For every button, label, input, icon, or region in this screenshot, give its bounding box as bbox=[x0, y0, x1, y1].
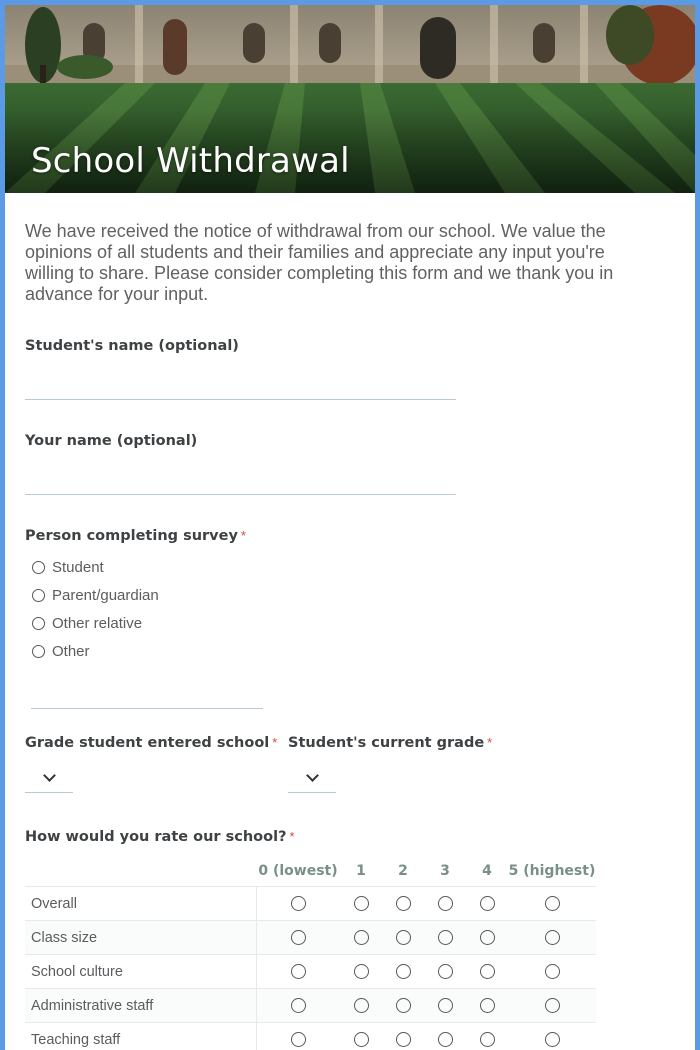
rating-radio-button[interactable] bbox=[396, 998, 411, 1013]
rating-cell bbox=[382, 921, 424, 955]
current-grade-field bbox=[288, 734, 492, 793]
rating-cell bbox=[508, 921, 596, 955]
rating-cell bbox=[382, 1023, 424, 1050]
header-spacer bbox=[25, 856, 256, 887]
rating-radio-button[interactable] bbox=[396, 896, 411, 911]
column-header: 3 bbox=[440, 863, 450, 879]
rating-cell bbox=[466, 1023, 508, 1050]
rating-cell bbox=[256, 887, 340, 921]
rating-row bbox=[25, 921, 596, 955]
rating-radio-button[interactable] bbox=[545, 930, 560, 945]
radio-button[interactable] bbox=[32, 617, 45, 630]
current-grade-heading bbox=[288, 734, 492, 752]
rating-field bbox=[25, 828, 596, 1050]
chevron-down-icon bbox=[43, 769, 56, 782]
rating-row-label: Overall bbox=[25, 887, 256, 921]
column-header: 5 (highest) bbox=[508, 863, 596, 879]
rating-cell bbox=[466, 989, 508, 1023]
rating-cell bbox=[424, 955, 466, 989]
rating-cell bbox=[382, 989, 424, 1023]
rating-cell bbox=[256, 1023, 340, 1050]
option-label: Other bbox=[52, 642, 90, 660]
rating-radio-button[interactable] bbox=[480, 1032, 495, 1047]
rating-row-label: Administrative staff bbox=[25, 989, 256, 1023]
radio-button[interactable] bbox=[32, 645, 45, 658]
rating-radio-button[interactable] bbox=[438, 998, 453, 1013]
rating-cell bbox=[382, 955, 424, 989]
person-completing-options bbox=[32, 553, 263, 665]
intro-text: We have received the notice of withdrawal from our school. We value the opinions of all students and their families and appreciate any input you're willing to share. Please consider completing this form and we thank you in advance for your input. bbox=[25, 221, 614, 304]
column-header: 0 (lowest) bbox=[258, 863, 338, 879]
grade-entered-select[interactable] bbox=[25, 762, 73, 793]
chevron-down-icon bbox=[306, 769, 319, 782]
rating-row bbox=[25, 989, 596, 1023]
required-mark: * bbox=[487, 735, 493, 750]
rating-radio-button[interactable] bbox=[545, 964, 560, 979]
person-completing-heading bbox=[25, 527, 263, 545]
rating-cell bbox=[508, 989, 596, 1023]
student-name-input[interactable] bbox=[25, 367, 456, 400]
rating-row bbox=[25, 887, 596, 921]
rating-cell bbox=[256, 989, 340, 1023]
option-label: Other relative bbox=[52, 614, 143, 632]
rating-question: How would you rate our school? bbox=[25, 829, 287, 845]
rating-row bbox=[25, 955, 596, 989]
rating-heading bbox=[25, 828, 596, 846]
rating-header-row bbox=[25, 856, 596, 887]
person-completing-field bbox=[25, 527, 263, 709]
required-mark: * bbox=[272, 735, 278, 750]
rating-radio-button[interactable] bbox=[291, 998, 306, 1013]
rating-radio-button[interactable] bbox=[354, 930, 369, 945]
rating-radio-button[interactable] bbox=[438, 964, 453, 979]
rating-radio-button[interactable] bbox=[396, 1032, 411, 1047]
current-grade-select[interactable] bbox=[288, 762, 336, 793]
rating-radio-button[interactable] bbox=[354, 896, 369, 911]
rating-cell bbox=[424, 989, 466, 1023]
current-grade-label: Student's current grade bbox=[288, 735, 485, 751]
rating-cell bbox=[424, 921, 466, 955]
header-banner bbox=[5, 5, 695, 193]
option-other-relative[interactable] bbox=[32, 609, 263, 637]
rating-radio-button[interactable] bbox=[545, 1032, 560, 1047]
rating-row-label: Class size bbox=[25, 921, 256, 955]
rating-radio-button[interactable] bbox=[354, 998, 369, 1013]
rating-matrix bbox=[25, 856, 596, 1050]
required-mark: * bbox=[240, 528, 246, 543]
rating-radio-button[interactable] bbox=[291, 896, 306, 911]
option-parent-guardian[interactable] bbox=[32, 581, 263, 609]
rating-cell bbox=[340, 887, 382, 921]
rating-cell bbox=[466, 921, 508, 955]
person-completing-label: Person completing survey bbox=[25, 528, 238, 544]
rating-cell bbox=[340, 1023, 382, 1050]
page-title: School Withdrawal bbox=[31, 141, 350, 181]
option-label: Parent/guardian bbox=[52, 586, 159, 604]
rating-radio-button[interactable] bbox=[480, 964, 495, 979]
your-name-input[interactable] bbox=[25, 462, 456, 495]
option-other[interactable] bbox=[32, 637, 263, 665]
rating-cell bbox=[424, 1023, 466, 1050]
rating-radio-button[interactable] bbox=[480, 998, 495, 1013]
rating-cell bbox=[508, 1023, 596, 1050]
rating-radio-button[interactable] bbox=[354, 964, 369, 979]
rating-cell bbox=[340, 955, 382, 989]
rating-radio-button[interactable] bbox=[291, 930, 306, 945]
rating-row-label: School culture bbox=[25, 955, 256, 989]
rating-radio-button[interactable] bbox=[480, 896, 495, 911]
rating-radio-button[interactable] bbox=[545, 896, 560, 911]
radio-button[interactable] bbox=[32, 561, 45, 574]
required-mark: * bbox=[289, 829, 295, 844]
form-page bbox=[5, 5, 695, 1050]
rating-cell bbox=[508, 955, 596, 989]
grade-entered-field bbox=[25, 734, 277, 793]
option-student[interactable] bbox=[32, 553, 263, 581]
grade-entered-heading bbox=[25, 734, 277, 752]
radio-button[interactable] bbox=[32, 589, 45, 602]
rating-cell bbox=[340, 921, 382, 955]
rating-radio-button[interactable] bbox=[291, 964, 306, 979]
rating-radio-button[interactable] bbox=[354, 1032, 369, 1047]
rating-cell bbox=[256, 921, 340, 955]
rating-cell bbox=[424, 887, 466, 921]
your-name-label: Your name (optional) bbox=[25, 433, 198, 449]
rating-radio-button[interactable] bbox=[396, 930, 411, 945]
student-name-label: Student's name (optional) bbox=[25, 338, 239, 354]
rating-radio-button[interactable] bbox=[291, 1032, 306, 1047]
rating-cell bbox=[382, 887, 424, 921]
column-header: 1 bbox=[356, 863, 366, 879]
rating-cell bbox=[256, 955, 340, 989]
other-specify-input[interactable] bbox=[31, 692, 263, 709]
rating-row bbox=[25, 1023, 596, 1050]
rating-cell bbox=[340, 989, 382, 1023]
your-name-field bbox=[25, 433, 456, 495]
column-header: 4 bbox=[482, 863, 492, 879]
rating-radio-button[interactable] bbox=[438, 1032, 453, 1047]
rating-radio-button[interactable] bbox=[438, 896, 453, 911]
rating-row-label: Teaching staff bbox=[25, 1023, 256, 1050]
rating-cell bbox=[466, 887, 508, 921]
student-name-field bbox=[25, 338, 456, 400]
rating-radio-button[interactable] bbox=[438, 930, 453, 945]
rating-radio-button[interactable] bbox=[396, 964, 411, 979]
rating-radio-button[interactable] bbox=[545, 998, 560, 1013]
other-text-wrap bbox=[25, 691, 263, 709]
grade-entered-label: Grade student entered school bbox=[25, 735, 270, 751]
column-header: 2 bbox=[398, 863, 408, 879]
rating-cell bbox=[466, 955, 508, 989]
rating-radio-button[interactable] bbox=[480, 930, 495, 945]
option-label: Student bbox=[52, 558, 104, 576]
rating-cell bbox=[508, 887, 596, 921]
